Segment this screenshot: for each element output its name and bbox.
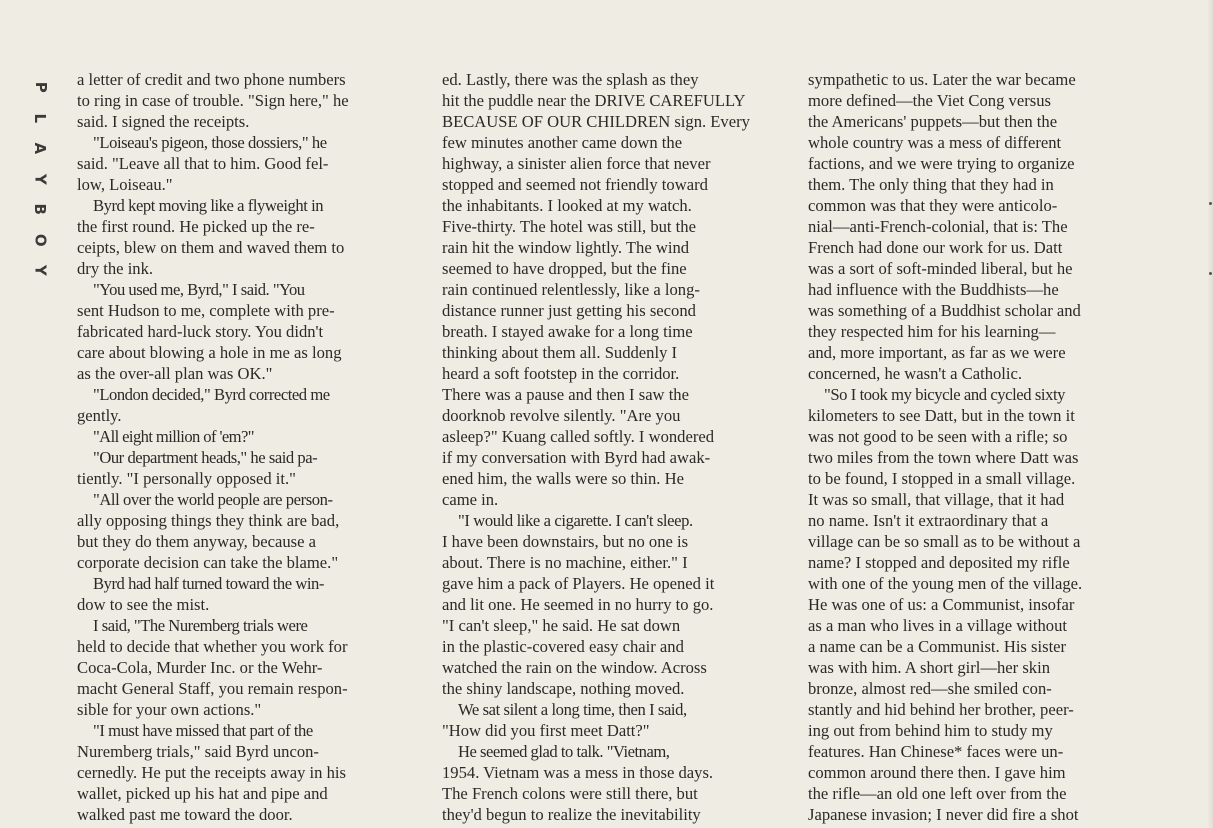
text-line: common around there then. I gave him xyxy=(808,763,1066,782)
text-line: kilometers to see Datt, but in the town it xyxy=(808,406,1075,425)
text-line: was a sort of soft-minded liberal, but he xyxy=(808,259,1073,278)
text-line: The French colons were still there, but xyxy=(442,784,698,803)
text-line: nial—anti-French-colonial, that is: The xyxy=(808,217,1068,236)
text-line: two miles from the town where Datt was xyxy=(808,448,1079,467)
running-head-letter: B xyxy=(31,203,50,215)
text-column-middle xyxy=(442,69,786,825)
text-column-right xyxy=(808,69,1152,825)
text-line: "I can't sleep," he said. He sat down xyxy=(442,616,681,635)
text-line: features. Han Chinese* faces were un- xyxy=(808,742,1064,761)
text-line: dow to see the mist. xyxy=(77,595,210,614)
text-line: There was a pause and then I saw the xyxy=(442,385,689,404)
text-line: "I must have missed that part of the xyxy=(93,721,313,740)
text-line: whole country was a mess of different xyxy=(808,133,1062,152)
text-line: distance runner just getting his second xyxy=(442,301,696,320)
text-line: "How did you first meet Datt?" xyxy=(442,721,650,740)
text-line: more defined—the Viet Cong versus xyxy=(808,91,1051,110)
text-column-left xyxy=(77,69,421,825)
edge-speck xyxy=(1209,272,1212,275)
text-line: with one of the young men of the village. xyxy=(808,574,1083,593)
text-line: was something of a Buddhist scholar and xyxy=(808,301,1081,320)
text-line: but they do them anyway, because a xyxy=(77,532,316,551)
text-line: a letter of credit and two phone numbers xyxy=(77,70,346,89)
running-head-letter: O xyxy=(31,233,50,247)
text-line: stantly and hid behind her brother, peer- xyxy=(808,700,1074,719)
text-line: heard a soft footstep in the corridor. xyxy=(442,364,680,383)
text-line: "All over the world people are person- xyxy=(93,490,333,509)
text-line: walked past me toward the door. xyxy=(77,805,293,824)
text-line: asleep?" Kuang called softly. I wondered xyxy=(442,427,715,446)
text-line: BECAUSE OF OUR CHILDREN sign. Every xyxy=(442,112,750,131)
text-line: cernedly. He put the receipts away in his xyxy=(77,763,346,782)
text-line: and lit one. He seemed in no hurry to go. xyxy=(442,595,714,614)
text-line: dry the ink. xyxy=(77,259,154,278)
text-line: they'd begun to realize the inevitability xyxy=(442,805,701,824)
text-line: ened him, the walls were so thin. He xyxy=(442,469,684,488)
text-line: "So I took my bicycle and cycled sixty xyxy=(824,385,1066,404)
running-head-letter: L xyxy=(31,112,50,123)
text-line: I have been downstairs, but no one is xyxy=(442,532,689,551)
text-line: wallet, picked up his hat and pipe and xyxy=(77,784,328,803)
running-head-letter: Y xyxy=(31,173,50,185)
text-line: watched the rain on the window. Across xyxy=(442,658,707,677)
text-line: to ring in case of trouble. "Sign here," he xyxy=(77,91,349,110)
text-line: if my conversation with Byrd had awak- xyxy=(442,448,711,467)
text-line: said. I signed the receipts. xyxy=(77,112,250,131)
text-line: in the plastic-covered easy chair and xyxy=(442,637,684,656)
text-line: thinking about them all. Suddenly I xyxy=(442,343,678,362)
text-line: macht General Staff, you remain respon- xyxy=(77,679,348,698)
text-line: low, Loiseau." xyxy=(77,175,173,194)
text-line: fabricated hard-luck story. You didn't xyxy=(77,322,324,341)
text-line: stopped and seemed not friendly toward xyxy=(442,175,708,194)
text-line: "All eight million of 'em?" xyxy=(93,427,254,446)
text-line: no name. Isn't it extraordinary that a xyxy=(808,511,1049,530)
text-line: Five-thirty. The hotel was still, but the xyxy=(442,217,696,236)
text-line: to be found, I stopped in a small village. xyxy=(808,469,1076,488)
text-line: ed. Lastly, there was the splash as they xyxy=(442,70,699,89)
text-line: doorknob revolve silently. "Are you xyxy=(442,406,681,425)
text-line: highway, a sinister alien force that never xyxy=(442,154,711,173)
text-line: care about blowing a hole in me as long xyxy=(77,343,342,362)
text-line: factions, and we were trying to organize xyxy=(808,154,1075,173)
text-line: Japanese invasion; I never did fire a shot xyxy=(808,805,1079,824)
text-line: seemed to have dropped, but the fine xyxy=(442,259,687,278)
text-line: the first round. He picked up the re- xyxy=(77,217,315,236)
text-line: gently. xyxy=(77,406,122,425)
text-line: they respected him for his learning— xyxy=(808,322,1056,341)
text-line: about. There is no machine, either." I xyxy=(442,553,688,572)
text-line: sympathetic to us. Later the war became xyxy=(808,70,1076,89)
text-line: sible for your own actions." xyxy=(77,700,262,719)
text-line: held to decide that whether you work for xyxy=(77,637,348,656)
text-line: the Americans' puppets—but then the xyxy=(808,112,1058,131)
text-line: He seemed glad to talk. "Vietnam, xyxy=(458,742,670,761)
text-line: "Loiseau's pigeon, those dossiers," he xyxy=(93,133,327,152)
text-line: 1954. Vietnam was a mess in those days. xyxy=(442,763,714,782)
text-line: tiently. "I personally opposed it." xyxy=(77,469,296,488)
text-line: was with him. A short girl—her skin xyxy=(808,658,1050,677)
text-line: came in. xyxy=(442,490,499,509)
text-line: bronze, almost red—she smiled con- xyxy=(808,679,1052,698)
page-edge xyxy=(1207,0,1213,828)
text-line: "I would like a cigarette. I can't sleep. xyxy=(458,511,693,530)
text-line: "You used me, Byrd," I said. "You xyxy=(93,280,305,299)
text-line: rain continued relentlessly, like a long- xyxy=(442,280,700,299)
text-line: village can be so small as to be without a xyxy=(808,532,1081,551)
text-line: corporate decision can take the blame." xyxy=(77,553,339,572)
text-line: I said, "The Nuremberg trials were xyxy=(93,616,308,635)
running-head-letter: Y xyxy=(31,264,50,276)
text-line: "London decided," Byrd corrected me xyxy=(93,385,330,404)
text-line: "Our department heads," he said pa- xyxy=(93,448,318,467)
text-line: name? I stopped and deposited my rifle xyxy=(808,553,1070,572)
running-head-letter: P xyxy=(31,81,50,93)
running-head-playboy xyxy=(28,72,52,286)
running-head-letter: A xyxy=(31,142,50,155)
text-line: had influence with the Buddhists—he xyxy=(808,280,1059,299)
text-line: few minutes another came down the xyxy=(442,133,683,152)
text-line: It was so small, that village, that it had xyxy=(808,490,1065,509)
text-line: breath. I stayed awake for a long time xyxy=(442,322,693,341)
text-line: ceipts, blew on them and waved them to xyxy=(77,238,345,257)
edge-speck xyxy=(1209,202,1212,205)
text-line: ally opposing things they think are bad, xyxy=(77,511,340,530)
text-line: gave him a pack of Players. He opened it xyxy=(442,574,715,593)
text-line: as a man who lives in a village without xyxy=(808,616,1067,635)
text-line: as the over-all plan was OK." xyxy=(77,364,273,383)
text-line: them. The only thing that they had in xyxy=(808,175,1054,194)
text-line: He was one of us: a Communist, insofar xyxy=(808,595,1075,614)
text-line: French had done our work for us. Datt xyxy=(808,238,1063,257)
text-line: We sat silent a long time, then I said, xyxy=(458,700,687,719)
text-line: was not good to be seen with a rifle; so xyxy=(808,427,1068,446)
text-line: the shiny landscape, nothing moved. xyxy=(442,679,685,698)
text-line: rain hit the window lightly. The wind xyxy=(442,238,690,257)
text-line: Coca-Cola, Murder Inc. or the Wehr- xyxy=(77,658,323,677)
text-line: sent Hudson to me, complete with pre- xyxy=(77,301,335,320)
text-line: ing out from behind him to study my xyxy=(808,721,1053,740)
text-line: the rifle—an old one left over from the xyxy=(808,784,1067,803)
text-line: concerned, he wasn't a Catholic. xyxy=(808,364,1023,383)
text-line: the inhabitants. I looked at my watch. xyxy=(442,196,692,215)
text-line: Byrd kept moving like a flyweight in xyxy=(93,196,324,215)
text-line: a name can be a Communist. His sister xyxy=(808,637,1067,656)
text-line: Byrd had half turned toward the win- xyxy=(93,574,324,593)
text-line: hit the puddle near the DRIVE CAREFULLY xyxy=(442,91,746,110)
text-line: said. "Leave all that to him. Good fel- xyxy=(77,154,329,173)
text-line: Nuremberg trials," said Byrd uncon- xyxy=(77,742,319,761)
text-line: common was that they were anticolo- xyxy=(808,196,1058,215)
text-line: and, more important, as far as we were xyxy=(808,343,1066,362)
